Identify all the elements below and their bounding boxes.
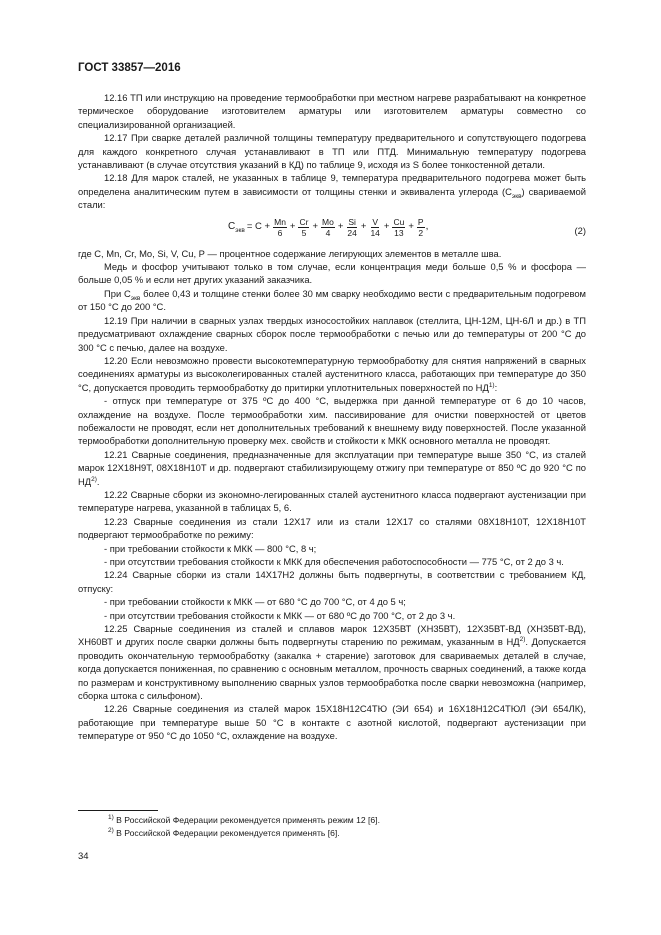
footnote-ref: 2) xyxy=(519,636,526,644)
footnote-1: $^{1)}$ В Российской Федерации рекомендуется применять режим 12 [6]. xyxy=(108,814,380,825)
footnote-2: $^{2)}$ В Российской Федерации рекомендуется применять [6]. xyxy=(108,827,340,838)
formula-body xyxy=(228,217,428,238)
paragraph-12-19: 12.19 При наличии в сварных узлах твердых износостойких наплавок (стеллита, ЦН-12М, ЦН-6Л и др.) в ТП предусматривают охлаждение сварных сборок после термообработки с печью или до температуры от 200 °С до 300 °С с печью, далее на воздухе. xyxy=(78,314,586,353)
paragraph-copper-phosphorus: Медь и фосфор учитывают только в том случае, если концентрация меди больше 0,5 % и фосфора — больше 0,05 % и если нет других указаний заказчика. xyxy=(78,261,586,286)
paragraph-12-21: 12.21 Сварные соединения, предназначенные для эксплуатации при температуре выше 350 °С, из сталей марок 12Х18Н9Т, 08Х18Н10Т и др. подвергают стабилизирующему отжигу при температуре от 850 ºС до 920 °С по НД$^{2)}$. xyxy=(78,448,586,487)
formula-term: $\frac{Si}{24}$ xyxy=(347,216,357,238)
document-header: ГОСТ 33857—2016 xyxy=(78,62,181,74)
formula-term: $\frac{V}{14}$ xyxy=(370,216,380,238)
main-text xyxy=(78,91,586,743)
formula-term: $\frac{Mn}{6}$ xyxy=(274,216,286,238)
plus-sign: + xyxy=(383,221,390,233)
legend-text: где С, Mn, Cr, Mo, Si, V, Cu, Р — процентное содержание легирующих элементов в металле шва. xyxy=(78,247,502,259)
paragraph-cekv-preheat: При $С_{экв}$ более 0,43 и толщине стенки более 30 мм сварку необходимо вести с предварительным подогревом от 150 °С до 200 °С. xyxy=(78,287,586,313)
footnote-ref: 2) xyxy=(91,475,97,483)
page-number: 34 xyxy=(78,851,89,862)
paragraph-12-17: 12.17 При сварке деталей различной толщины температуру предварительного и сопутствующего подогрева для каждого конкретного случая устанавливают в ТП или ПТД. Минимальную температуру подогрева устанавливают (в случае отсутствия указаний в КД) по таблице 9, исходя из S более тонкостенной детали. xyxy=(78,132,586,171)
formula-eq: = С + xyxy=(246,221,271,233)
paragraph-12-24: 12.24 Сварные сборки из стали 14Х17Н2 должны быть подвергнуты, в соответствии с требованием КД, отпуску: xyxy=(78,569,586,594)
paragraph-12-18: 12.18 Для марок сталей, не указанных в таблице 9, температура предварительного подогрева может быть определена аналитическим путем в зависимости от толщины стенки и эквивалента углерода $(С_{экв})$ свариваемой стали: xyxy=(78,172,586,211)
list-item: - при требовании стойкости к МКК — 800 °С, 8 ч; xyxy=(104,542,317,554)
plus-sign: + xyxy=(360,221,367,233)
formula-term: $\frac{P}{2}$ xyxy=(417,216,424,238)
formula-lhs: $С_{экв}$ xyxy=(228,221,245,235)
footnote-ref: 1) xyxy=(488,381,495,389)
formula-term: $\frac{Mo}{4}$ xyxy=(322,216,334,238)
plus-sign: + xyxy=(337,221,344,233)
formula-term: $\frac{Cu}{13}$ xyxy=(393,216,405,238)
paragraph-12-16: 12.16 ТП или инструкцию на проведение термообработки при местном нагреве разрабатывают на конкретное термическое оборудование изготовителем арматуры или изготовителем арматуры совместно со специализированной организацией. xyxy=(78,92,586,130)
list-item: - при отсутствии требования стойкости к МКК — от 680 ºС до 700 °С, от 2 до 3 ч. xyxy=(104,609,456,621)
formula-tail: , xyxy=(425,221,429,233)
list-item: - при отсутствии требования стойкости к МКК для обеспечения работоспособности — 775 °С, от 2 до 3 ч. xyxy=(104,556,564,567)
plus-sign: + xyxy=(408,221,414,233)
plus-sign: + xyxy=(312,221,319,233)
paragraph-12-20: 12.20 Если невозможно провести высокотемпературную термообработку для снятия напряжений в сварных соединениях арматуры из высоколегированных сталей аустенитного класса, работающих при температуре до 350 °С, допускается проводить термообработку до притирки уплотнительных поверхностей по НД$^{1)}$: xyxy=(78,354,586,393)
paragraph-12-22: 12.22 Сварные сборки из экономно-легированных сталей аустенитного класса подвергают аустенизации при температуре нагрева, указанной в таблицах 5, 6. xyxy=(78,488,586,514)
paragraph-12-25: 12.25 Сварные соединения из сталей и сплавов марок 12Х35ВТ (ХН35ВТ), 12Х35ВТ-ВД (ХН35ВТ-ВД), ХН60ВТ и других после сварки должны быть подвергнуты старению по режимам, указанным в НД$^{2)}$. Допускается проводить окончательную термообработку (закалка + старение) заготовок для свариваемых деталей в случае, когда допускается пониженная, по сравнению с основным металлом, прочность сварных соединений, а также когда по размерам и конструктивному выполнению сварных узлов термообработка после сварки невозможна (например, сборка штока с сильфоном). xyxy=(78,623,586,702)
footnote-separator xyxy=(78,810,158,811)
list-item: - отпуск при температуре от 375 ºС до 400 °С, выдержка при данной температуре от 6 до 10 часов, охлаждение на воздухе. После термообработки хим. пассивирование для очистки поверхностей от цветов побежалости не проводят, если нет дополнительных требований к внешнему виду поверхностей. После указанной термообработки дополнительную проверку мех. свойств и стойкости к МКК основного металла не проводят. xyxy=(78,395,586,447)
paragraph-12-26: 12.26 Сварные соединения из сталей марок 15Х18Н12С4ТЮ (ЭИ 654) и 16Х18Н12С4ТЮЛ (ЭИ 654ЛК), работающие при температуре выше 50 °С в контакте с азотной кислотой, подвергают аустенизации при температуре от 950 °С до 1050 °С, охлаждение на воздухе. xyxy=(78,703,586,742)
equation-number: (2) xyxy=(574,224,586,236)
formula-term: $\frac{Cr}{5}$ xyxy=(299,216,309,238)
plus-sign: + xyxy=(289,221,296,233)
paragraph-12-23: 12.23 Сварные соединения из стали 12Х17 или из стали 12Х17 со сталями 08Х18Н10Т, 12Х18Н10Т подвергают термообработке по режиму: xyxy=(78,515,586,541)
formula-cekv xyxy=(78,214,586,246)
list-item: - при требовании стойкости к МКК — от 680 °С до 700 °С, от 4 до 5 ч; xyxy=(104,596,406,608)
